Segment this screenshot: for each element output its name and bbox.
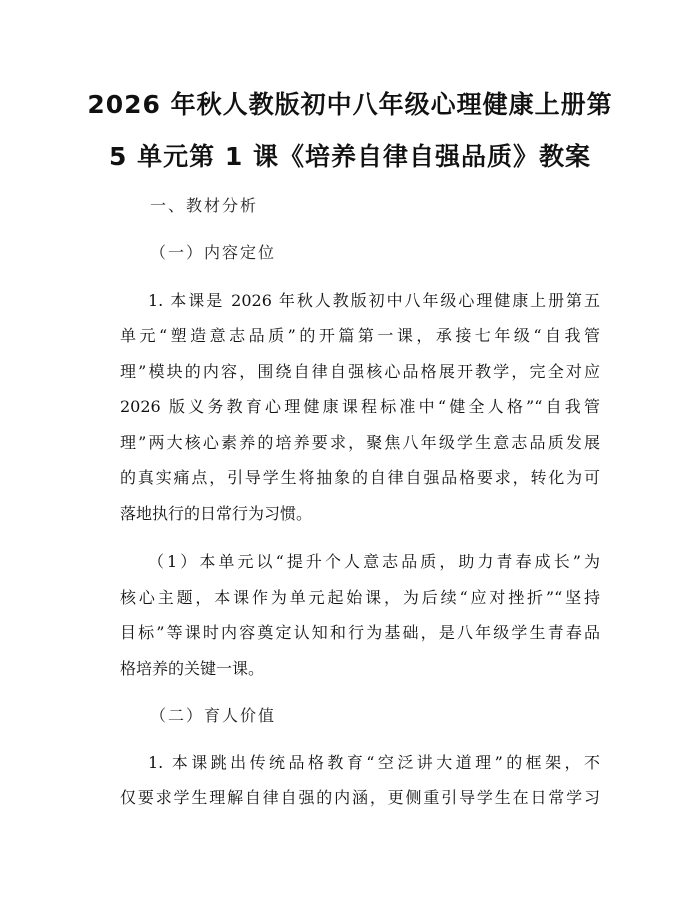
paragraph-1-line: 2026 版义务教育心理健康课程标准中“健全人格”“自我管 [120, 397, 600, 416]
section-heading-textbook-analysis: 一、教材分析 [150, 196, 259, 215]
paragraph-2-line: 目标”等课时内容奠定认知和行为基础，是八年级学生青春品 [120, 623, 600, 642]
paragraph-1-line: 理”模块的内容，围绕自律自强核心品格展开教学，完全对应 [120, 362, 600, 381]
paragraph-1-line: 落地执行的日常行为习惯。 [120, 504, 313, 523]
document-title-line-2: 5 单元第 1 课《培养自律自强品质》教案 [109, 142, 591, 171]
paragraph-3-line: 1. 本课跳出传统品格教育“空泛讲大道理”的框架，不 [148, 753, 600, 772]
paragraph-1-line: 单元“塑造意志品质”的开篇第一课，承接七年级“自我管 [120, 326, 600, 345]
paragraph-1-line: 理”两大核心素养的培养要求，聚焦八年级学生意志品质发展 [120, 433, 600, 452]
document-title-line-1: 2026 年秋人教版初中八年级心理健康上册第 [87, 90, 613, 119]
paragraph-2-line: （1）本单元以“提升个人意志品质，助力青春成长”为 [148, 552, 600, 571]
subheading-educational-value: （二）育人价值 [150, 706, 277, 725]
paragraph-1-line: 1. 本课是 2026 年秋人教版初中八年级心理健康上册第五 [148, 291, 600, 310]
paragraph-2-line: 格培养的关键一课。 [120, 659, 265, 678]
subheading-content-positioning: （一）内容定位 [150, 243, 277, 262]
paragraph-1-line: 的真实痛点，引导学生将抽象的自律自强品格要求，转化为可 [120, 468, 600, 487]
paragraph-2-line: 核心主题，本课作为单元起始课，为后续“应对挫折”“坚持 [120, 588, 600, 607]
paragraph-3-line: 仅要求学生理解自律自强的内涵，更侧重引导学生在日常学习 [120, 788, 600, 807]
